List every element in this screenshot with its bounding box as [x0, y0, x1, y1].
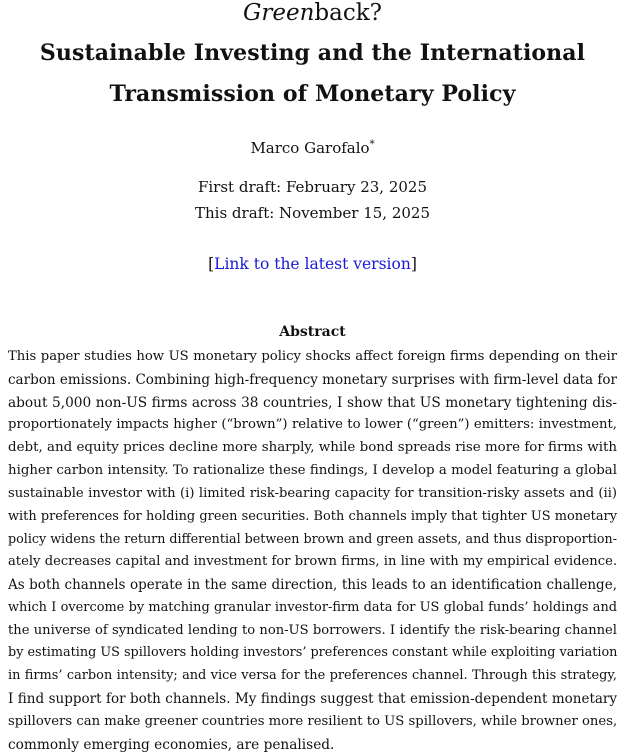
abstract-line: As both channels operate in the same direction, this leads to an identification challenge, [8, 576, 617, 593]
author-name: Marco Garofalo [250, 139, 370, 157]
abstract-heading: Abstract [279, 324, 346, 340]
abstract-line: which I overcome by matching granular investor-firm data for US global funds’ holdings and [8, 599, 617, 615]
title-word-suffix: back? [314, 0, 382, 26]
link-close-bracket: ] [410, 255, 417, 273]
abstract-line: carbon emissions. Combining high-frequency monetary surprises with firm-level data for [8, 371, 617, 388]
abstract-line: ately decreases capital and investment for brown firms, in line with my empirical evidence. [8, 554, 617, 570]
first-draft-date: First draft: February 23, 2025 [197, 178, 428, 196]
abstract-line: This paper studies how US monetary policy shocks affect foreign firms depending on their [8, 349, 617, 364]
abstract-line: about 5,000 non-US firms across 38 countries, I show that US monetary tightening dis- [8, 394, 617, 411]
abstract-line: spillovers can make greener countries more resilient to US spillovers, while browner ones, [8, 713, 617, 729]
link-open-bracket: [ [208, 255, 215, 273]
author-line [0, 138, 625, 158]
latest-version-link[interactable]: Link to the latest version [214, 255, 411, 273]
latest-version-link-line [0, 254, 625, 274]
abstract-line: the universe of syndicated lending to non-US borrowers. I identify the risk-bearing channel [8, 622, 617, 638]
current-draft-date: This draft: November 15, 2025 [195, 204, 430, 222]
abstract-line: higher carbon intensity. To rationalize these findings, I develop a model featuring a global [8, 462, 617, 478]
abstract-line: sustainable investor with (i) limited risk-bearing capacity for transition-risky assets and (ii) [8, 485, 617, 501]
abstract-line: by estimating US spillovers holding investors’ preferences constant while exploiting variation [8, 645, 617, 661]
title-line-2: Sustainable Investing and the International [39, 40, 586, 66]
title-line-1 [0, 0, 625, 28]
title-line-3: Transmission of Monetary Policy [109, 81, 516, 107]
abstract-line: with preferences for holding green securities. Both channels imply that tighter US monetary [8, 508, 617, 524]
abstract-line: policy widens the return differential between brown and green assets, and thus disproportion- [8, 531, 617, 547]
abstract-body [8, 346, 617, 756]
title-italic-word: Green [243, 0, 315, 26]
abstract-line: debt, and equity prices decline more sharply, while bond spreads rise more for firms with [8, 440, 617, 456]
abstract-line: proportionately impacts higher (“brown”) relative to lower (“green”) emitters: investment, [8, 417, 617, 433]
author-footnote-mark[interactable]: * [369, 139, 375, 150]
abstract-line: I find support for both channels. My findings suggest that emission-dependent monetary [8, 690, 617, 707]
abstract-line: commonly emerging economies, are penalised. [8, 736, 335, 753]
abstract-line: in firms’ carbon intensity; and vice versa for the preferences channel. Through this strategy, [8, 668, 617, 684]
